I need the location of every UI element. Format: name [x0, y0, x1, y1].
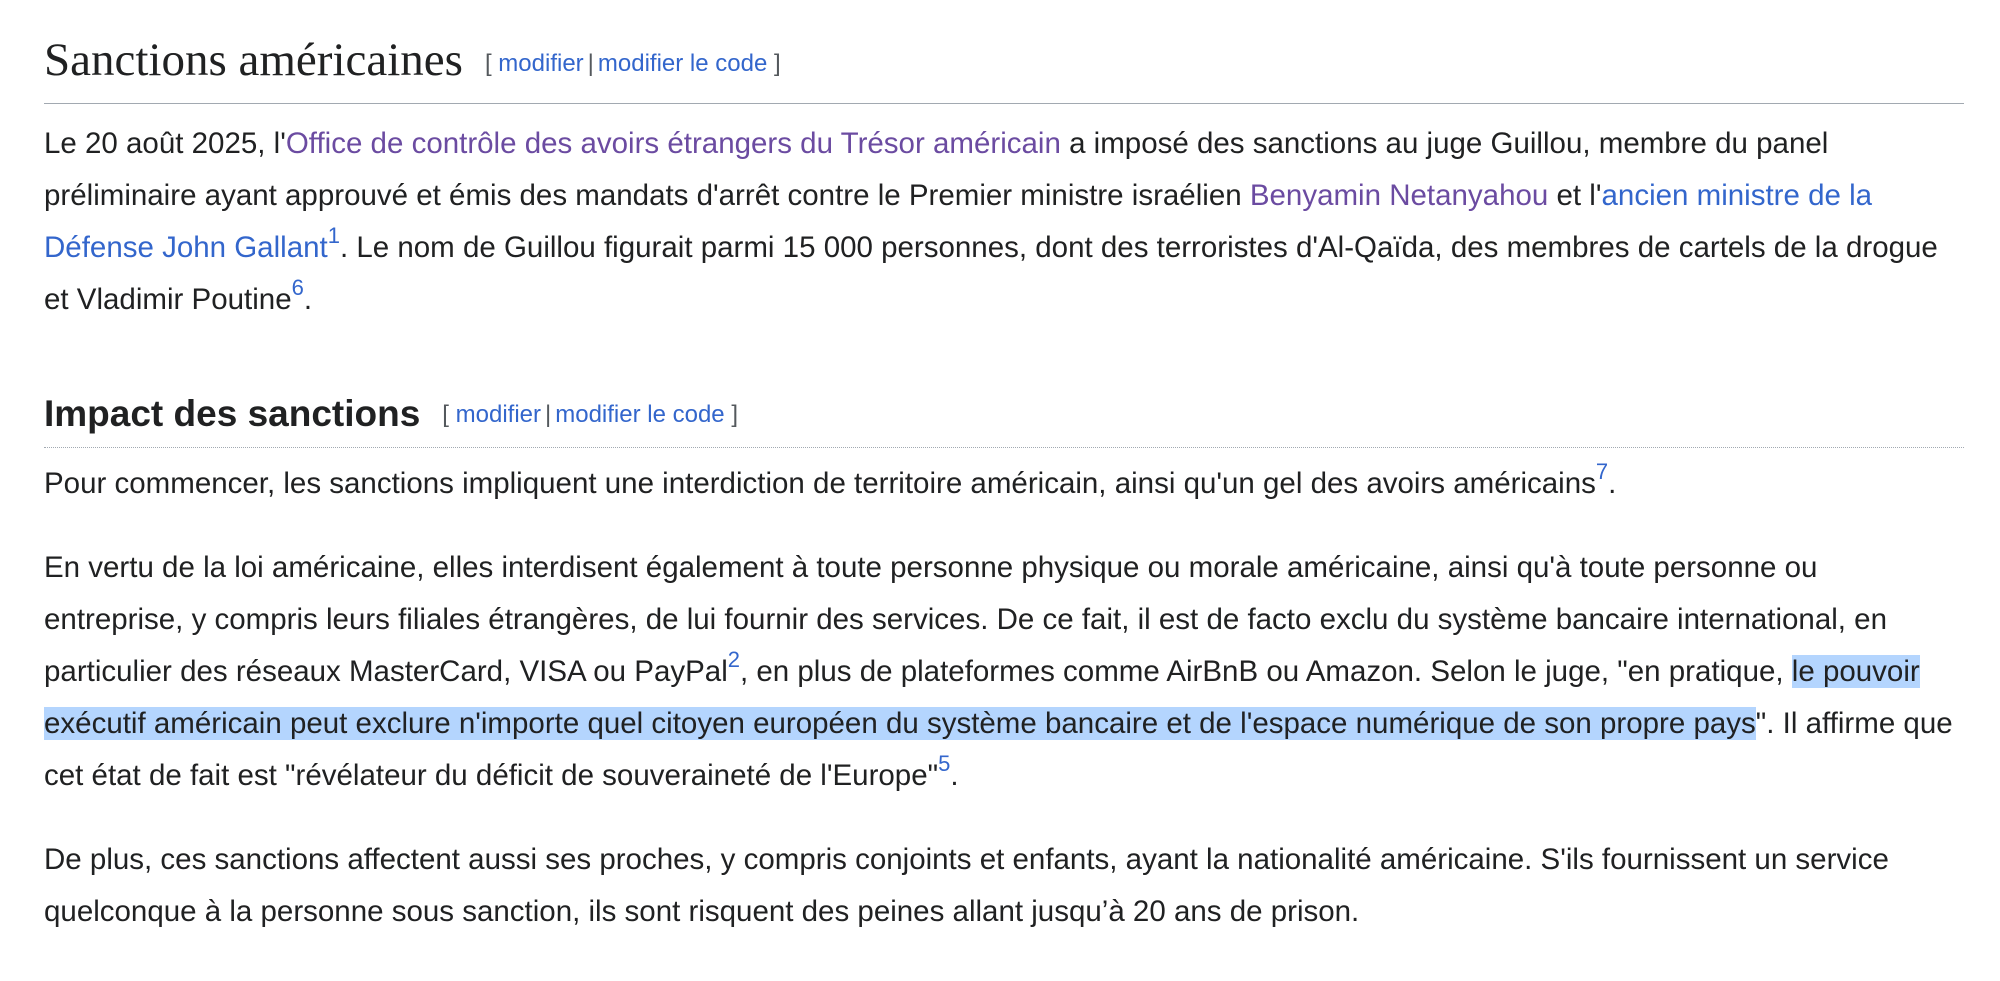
- paragraph-text: En vertu de la loi américaine, elles interdisent également à toute personne physique ou morale américaine, ainsi qu'à toute personne ou entreprise, y compris leurs filiales étrangères, de lui fournir des services. De ce fait, il est de facto exclu du système bancaire international, en particulier des réseaux MasterCard, VISA ou PayPal: [44, 551, 1887, 688]
- article-content: [44, 0, 1964, 938]
- link-gallant[interactable]: ancien ministre de la Défense John Gallant: [44, 179, 1873, 264]
- edit-separator: |: [587, 50, 594, 77]
- paragraph-text: .: [303, 283, 313, 316]
- paragraph-text: Pour commencer, les sanctions impliquent une interdiction de territoire américain, ainsi qu'un gel des avoirs américains: [44, 467, 1596, 500]
- edit-section-links: [485, 50, 781, 77]
- link-netanyahou[interactable]: Benyamin Netanyahou: [1249, 179, 1549, 212]
- edit-link[interactable]: modifier: [455, 401, 541, 428]
- reference-7[interactable]: 7: [1595, 459, 1609, 484]
- link-ofac[interactable]: Office de contrôle des avoirs étrangers du Trésor américain: [285, 127, 1061, 160]
- section-heading-impact: [44, 390, 1964, 448]
- paragraph-text: , en plus de plateformes comme AirBnB ou Amazon. Selon le juge, "en pratique,: [740, 655, 1792, 688]
- bracket-open: [: [484, 50, 492, 77]
- bracket-close: ]: [773, 50, 781, 77]
- paragraph-text: Le 20 août 2025, l': [44, 127, 286, 160]
- edit-section-links: [442, 401, 738, 428]
- reference-5[interactable]: 5: [938, 751, 951, 776]
- edit-link[interactable]: modifier: [498, 50, 584, 77]
- section-title: Impact des sanctions: [44, 393, 421, 434]
- paragraph-impact-1: [44, 458, 1964, 510]
- edit-separator: |: [545, 401, 552, 428]
- reference-1[interactable]: 1: [327, 223, 340, 248]
- section-title: Sanctions américaines: [44, 34, 463, 86]
- selected-text-highlight[interactable]: le pouvoir exécutif américain peut exclure n'importe quel citoyen européen du système bancaire et de l'espace numérique de son propre pays: [44, 655, 1920, 740]
- section-heading-sanctions: [44, 30, 1964, 104]
- paragraph-impact-3: De plus, ces sanctions affectent aussi ses proches, y compris conjoints et enfants, ayant la nationalité américaine. S'ils fournissent un service quelconque à la personne sous sanction, ils sont risquent des peines allant jusqu’à 20 ans de prison.: [44, 843, 1889, 928]
- reference-2[interactable]: 2: [727, 647, 740, 672]
- reference-6[interactable]: 6: [291, 275, 304, 300]
- paragraph-text: . Le nom de Guillou figurait parmi 15 000 personnes, dont des terroristes d'Al-Qaïda, des membres de cartels de la drogue et Vladimir Poutine: [44, 231, 1938, 316]
- paragraph-text: a imposé des sanctions au juge Guillou, membre du panel préliminaire ayant approuvé et émis des mandats d'arrêt contre le Premier ministre israélien: [44, 127, 1829, 212]
- paragraph-text: .: [950, 759, 959, 792]
- paragraph-sanctions: [44, 118, 1964, 326]
- bracket-close: ]: [731, 401, 738, 428]
- paragraph-text: ". Il affirme que cet état de fait est "révélateur du déficit de souveraineté de l'Europe": [44, 707, 1953, 792]
- paragraph-text: et l': [1548, 179, 1602, 212]
- paragraph-text: .: [1608, 467, 1617, 500]
- edit-source-link[interactable]: modifier le code: [597, 50, 768, 77]
- paragraph-impact-2: [44, 542, 1964, 802]
- edit-source-link[interactable]: modifier le code: [555, 401, 725, 428]
- bracket-open: [: [442, 401, 449, 428]
